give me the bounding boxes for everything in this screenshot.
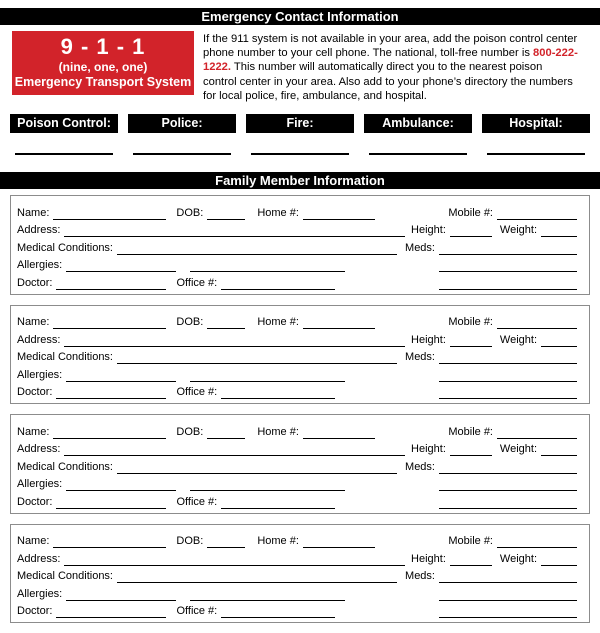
allergies-input-line[interactable] (66, 490, 176, 491)
page-title: Emergency Contact Information (201, 9, 399, 24)
police-input-line[interactable] (133, 153, 231, 155)
address-label: Address: (17, 224, 61, 237)
911-spelled-out: (nine, one, one) (58, 60, 148, 74)
member-row-address (17, 329, 577, 347)
member-row-doctor (17, 272, 577, 290)
member-row-address (17, 220, 577, 238)
member-row-name (17, 312, 577, 330)
weight-label: Weight: (499, 552, 537, 565)
poison-control-input-line[interactable] (15, 153, 113, 155)
911-emergency-box (12, 31, 194, 95)
instructions-text-after: This number will automatically direct you to the nearest poison control center in your area. Also add to your phone’s directory the numbers for local police, fire, ambulance, and hospital. (203, 61, 573, 102)
home-phone-input-line[interactable] (303, 438, 375, 439)
office-phone-label: Office #: (176, 386, 218, 399)
meds-input-line[interactable] (439, 363, 577, 364)
member-row-name (17, 531, 577, 549)
mobile-phone-label: Mobile #: (448, 535, 493, 548)
family-member-header-bar (0, 172, 600, 189)
office-phone-input-line[interactable] (221, 289, 335, 290)
meds-input-line[interactable] (439, 582, 577, 583)
allergies-label: Allergies: (17, 368, 63, 381)
member-row-allergies (17, 364, 577, 382)
name-label: Name: (17, 316, 50, 329)
family-section-title: Family Member Information (215, 173, 385, 189)
home-phone-label: Home #: (257, 425, 299, 438)
member-row-doctor (17, 382, 577, 400)
weight-input-line[interactable] (541, 565, 577, 566)
weight-input-line[interactable] (541, 236, 577, 237)
doctor-label: Doctor: (17, 495, 53, 508)
doctor-label: Doctor: (17, 276, 53, 289)
contact-labels-row (10, 114, 590, 133)
medical-conditions-label: Medical Conditions: (17, 460, 113, 473)
allergies-extra-input-line[interactable] (190, 271, 345, 272)
911-number: 9 - 1 - 1 (60, 34, 146, 59)
instructions-text-before: If the 911 system is not available in your area, add the poison control center phone number to your cell phone. The national, toll-free number is (203, 33, 578, 60)
family-member-card (10, 195, 590, 295)
police-label-box: Police: (128, 114, 236, 133)
member-row-medical (17, 456, 577, 474)
allergies-input-line[interactable] (66, 600, 176, 601)
member-row-allergies (17, 255, 577, 273)
meds-label: Meds: (405, 241, 435, 254)
mobile-phone-label: Mobile #: (448, 425, 493, 438)
meds-extra-input-line-2[interactable] (439, 617, 577, 618)
office-phone-input-line[interactable] (221, 617, 335, 618)
medical-conditions-input-line[interactable] (117, 473, 397, 474)
ambulance-label-box: Ambulance: (364, 114, 472, 133)
medical-conditions-input-line[interactable] (117, 363, 397, 364)
home-phone-label: Home #: (257, 316, 299, 329)
hospital-line-col (482, 153, 590, 155)
office-phone-label: Office #: (176, 276, 218, 289)
poison-control-phone-number: 800-222-1222. (203, 47, 578, 74)
meds-extra-input-line[interactable] (439, 490, 577, 491)
home-phone-label: Home #: (257, 535, 299, 548)
member-row-medical (17, 237, 577, 255)
ambulance-line-col (364, 153, 472, 155)
name-input-line[interactable] (53, 438, 166, 439)
meds-input-line[interactable] (439, 254, 577, 255)
doctor-label: Doctor: (17, 386, 53, 399)
address-label: Address: (17, 443, 61, 456)
meds-input-line[interactable] (439, 473, 577, 474)
medical-conditions-label: Medical Conditions: (17, 351, 113, 364)
meds-extra-input-line-2[interactable] (439, 289, 577, 290)
police-line-col (128, 153, 236, 155)
meds-extra-input-line-2[interactable] (439, 508, 577, 509)
dob-label: DOB: (176, 425, 204, 438)
name-label: Name: (17, 425, 50, 438)
address-input-line[interactable] (64, 346, 405, 347)
top-section (12, 31, 588, 103)
poison-control-label-box: Poison Control: (10, 114, 118, 133)
member-row-name (17, 421, 577, 439)
member-row-allergies (17, 474, 577, 492)
member-row-doctor (17, 491, 577, 509)
medical-conditions-label: Medical Conditions: (17, 570, 113, 583)
mobile-phone-input-line[interactable] (497, 438, 577, 439)
meds-label: Meds: (405, 351, 435, 364)
member-row-allergies (17, 583, 577, 601)
allergies-extra-input-line[interactable] (190, 490, 345, 491)
family-member-card (10, 305, 590, 405)
dob-input-line[interactable] (207, 438, 245, 439)
medical-conditions-label: Medical Conditions: (17, 241, 113, 254)
address-input-line[interactable] (64, 565, 405, 566)
dob-input-line[interactable] (207, 547, 245, 548)
member-row-address (17, 548, 577, 566)
weight-input-line[interactable] (541, 455, 577, 456)
home-phone-input-line[interactable] (303, 328, 375, 329)
office-phone-input-line[interactable] (221, 398, 335, 399)
mobile-phone-input-line[interactable] (497, 219, 577, 220)
address-input-line[interactable] (64, 236, 405, 237)
mobile-phone-input-line[interactable] (497, 328, 577, 329)
member-row-address (17, 439, 577, 457)
height-input-line[interactable] (450, 236, 492, 237)
fire-line-col (246, 153, 354, 155)
doctor-input-line[interactable] (56, 508, 166, 509)
member-row-medical (17, 566, 577, 584)
dob-label: DOB: (176, 206, 204, 219)
contact-lines-row (10, 153, 590, 155)
medical-conditions-input-line[interactable] (117, 582, 397, 583)
doctor-input-line[interactable] (56, 398, 166, 399)
height-input-line[interactable] (450, 346, 492, 347)
name-label: Name: (17, 206, 50, 219)
dob-label: DOB: (176, 535, 204, 548)
ambulance-input-line[interactable] (369, 153, 467, 155)
member-row-medical (17, 347, 577, 365)
address-label: Address: (17, 333, 61, 346)
member-row-doctor (17, 601, 577, 619)
member-row-name (17, 202, 577, 220)
name-input-line[interactable] (53, 219, 166, 220)
home-phone-input-line[interactable] (303, 547, 375, 548)
height-input-line[interactable] (450, 565, 492, 566)
name-input-line[interactable] (53, 547, 166, 548)
weight-label: Weight: (499, 443, 537, 456)
height-label: Height: (411, 443, 446, 456)
fire-input-line[interactable] (251, 153, 349, 155)
family-members-list (0, 195, 600, 623)
poison-control-line-col (10, 153, 118, 155)
allergies-label: Allergies: (17, 587, 63, 600)
dob-input-line[interactable] (207, 219, 245, 220)
911-caption: Emergency Transport System (14, 75, 192, 89)
meds-extra-input-line[interactable] (439, 381, 577, 382)
doctor-input-line[interactable] (56, 289, 166, 290)
meds-label: Meds: (405, 570, 435, 583)
address-label: Address: (17, 552, 61, 565)
weight-label: Weight: (499, 224, 537, 237)
allergies-input-line[interactable] (66, 381, 176, 382)
office-phone-label: Office #: (176, 495, 218, 508)
meds-label: Meds: (405, 460, 435, 473)
address-input-line[interactable] (64, 455, 405, 456)
height-label: Height: (411, 333, 446, 346)
allergies-extra-input-line[interactable] (190, 381, 345, 382)
dob-label: DOB: (176, 316, 204, 329)
height-label: Height: (411, 224, 446, 237)
doctor-input-line[interactable] (56, 617, 166, 618)
family-member-card (10, 414, 590, 514)
weight-input-line[interactable] (541, 346, 577, 347)
office-phone-label: Office #: (176, 605, 218, 618)
meds-extra-input-line[interactable] (439, 271, 577, 272)
dob-input-line[interactable] (207, 328, 245, 329)
poison-control-instructions (203, 31, 579, 103)
meds-extra-input-line-2[interactable] (439, 398, 577, 399)
office-phone-input-line[interactable] (221, 508, 335, 509)
doctor-label: Doctor: (17, 605, 53, 618)
home-phone-input-line[interactable] (303, 219, 375, 220)
mobile-phone-input-line[interactable] (497, 547, 577, 548)
family-member-card (10, 524, 590, 624)
allergies-label: Allergies: (17, 478, 63, 491)
hospital-input-line[interactable] (487, 153, 585, 155)
height-input-line[interactable] (450, 455, 492, 456)
allergies-input-line[interactable] (66, 271, 176, 272)
meds-extra-input-line[interactable] (439, 600, 577, 601)
fire-label-box: Fire: (246, 114, 354, 133)
mobile-phone-label: Mobile #: (448, 206, 493, 219)
weight-label: Weight: (499, 333, 537, 346)
name-label: Name: (17, 535, 50, 548)
emergency-contact-header-bar (0, 8, 600, 25)
hospital-label-box: Hospital: (482, 114, 590, 133)
name-input-line[interactable] (53, 328, 166, 329)
home-phone-label: Home #: (257, 206, 299, 219)
allergies-extra-input-line[interactable] (190, 600, 345, 601)
medical-conditions-input-line[interactable] (117, 254, 397, 255)
mobile-phone-label: Mobile #: (448, 316, 493, 329)
height-label: Height: (411, 552, 446, 565)
allergies-label: Allergies: (17, 259, 63, 272)
